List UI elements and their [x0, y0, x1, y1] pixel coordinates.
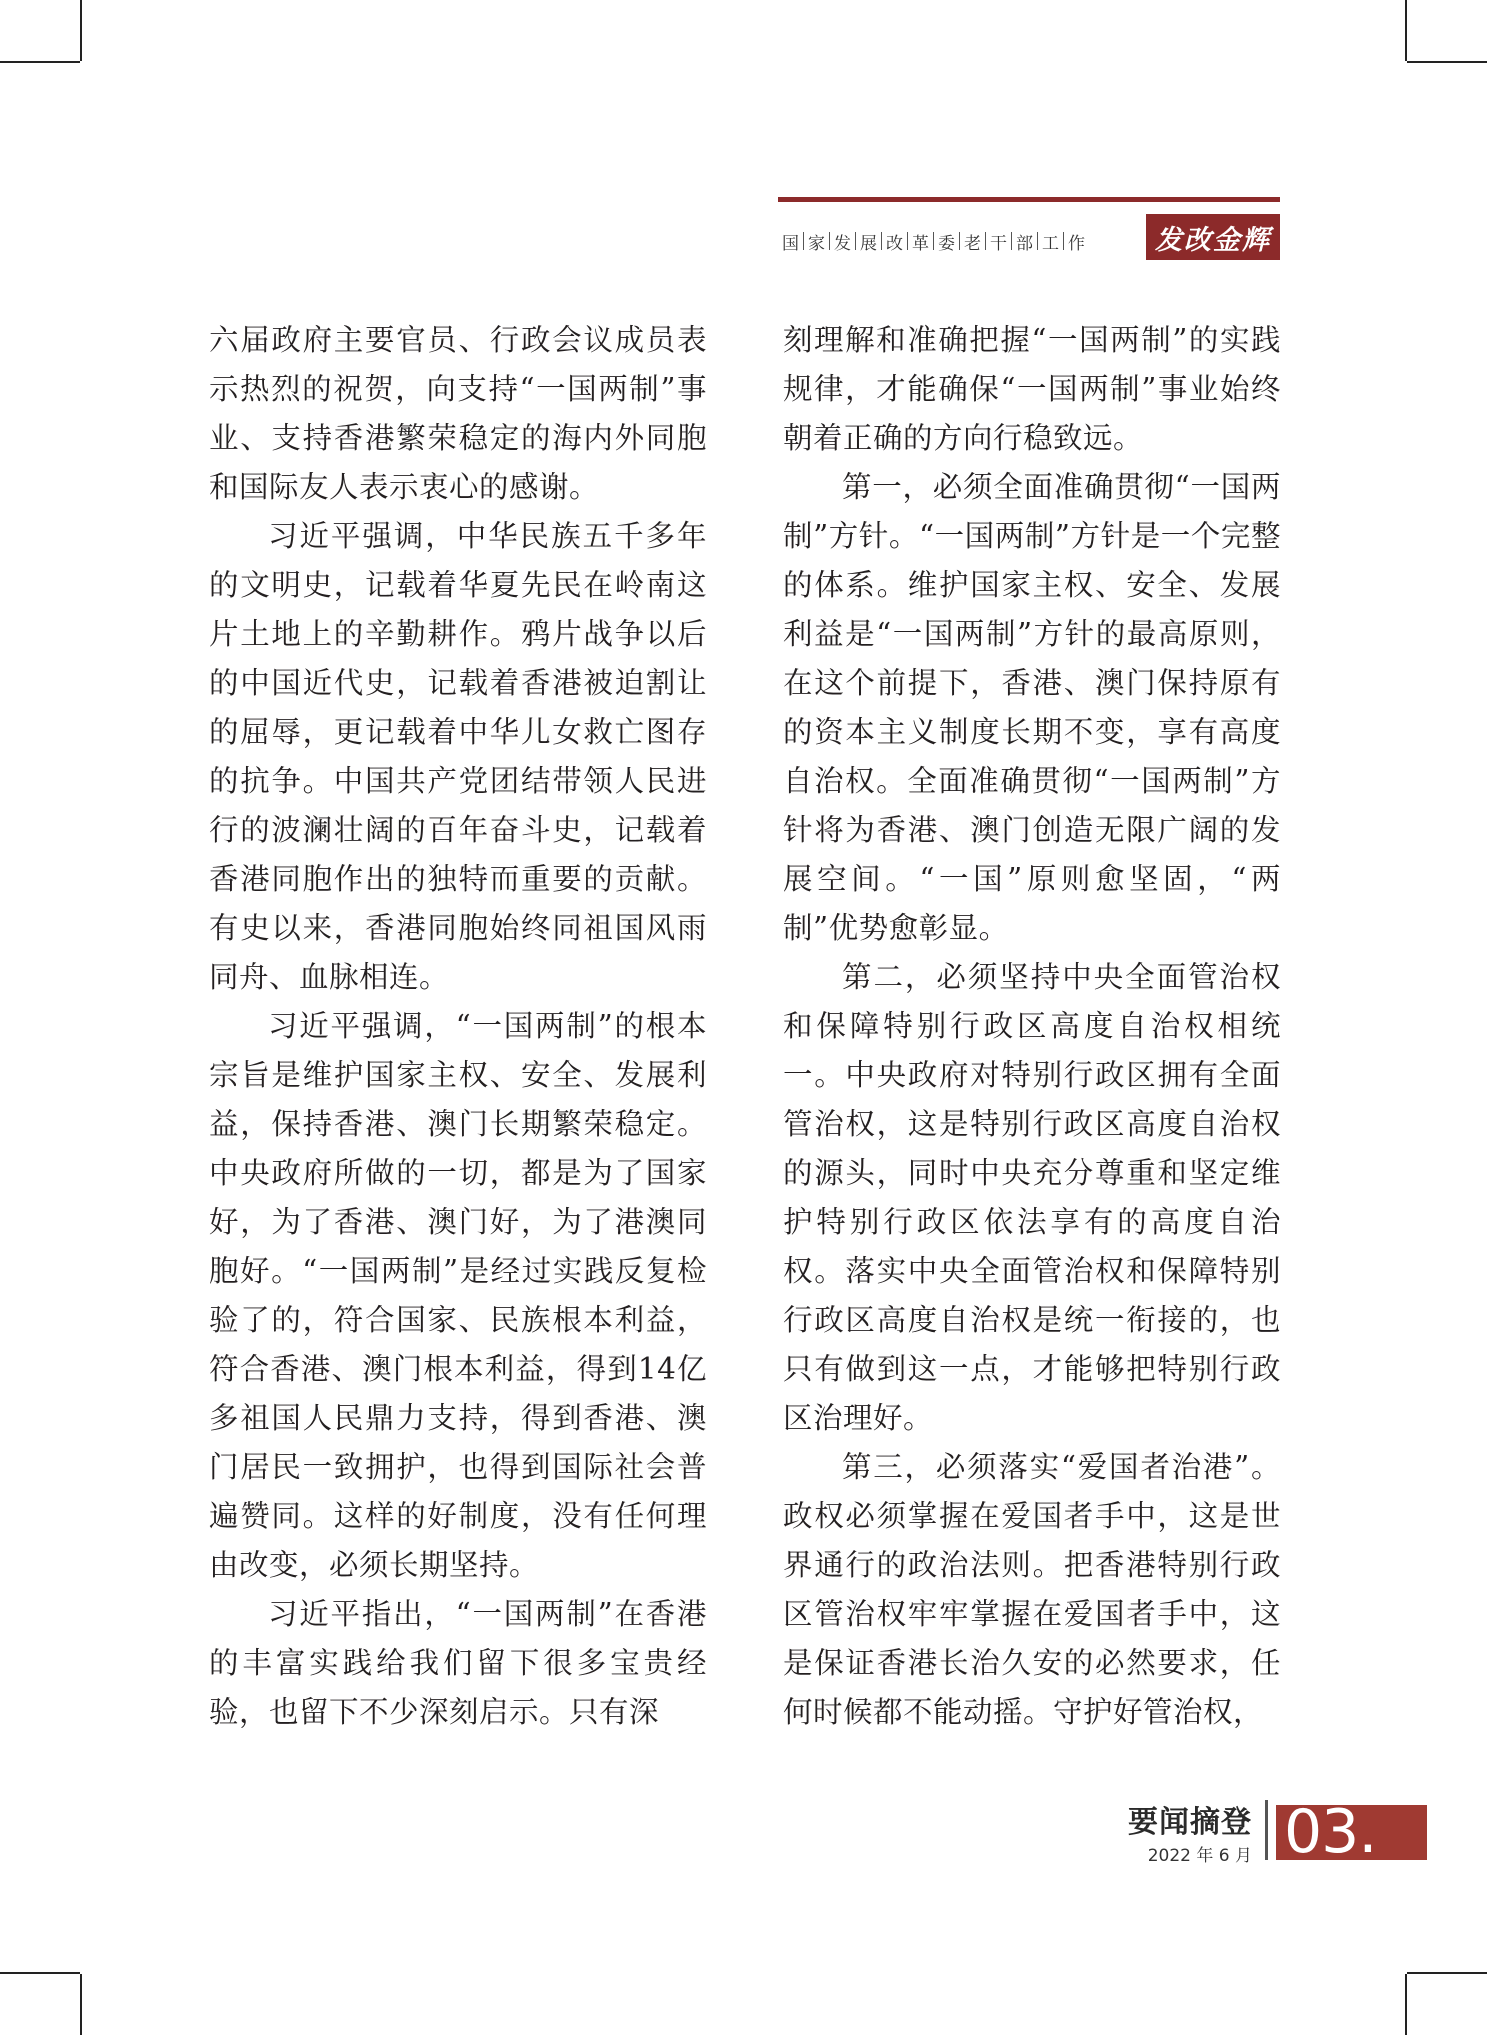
header-char: 委: [938, 233, 955, 254]
crop-mark-br-h: [1407, 1972, 1487, 1974]
paragraph: 习近平强调，中华民族五千多年的文明史，记载着华夏先民在岭南这片土地上的辛勤耕作。鸦片战争以后的中国近代史，记载着香港被迫割让的屈辱，更记载着中华儿女救亡图存的抗争。中国共产党团结带领人民进行的波澜壮阔的百年奋斗史，记载着香港同胞作出的独特而重要的贡献。有史以来，香港同胞始终同祖国风雨同舟、血脉相连。: [209, 519, 707, 994]
crop-mark-br-v: [1405, 1974, 1407, 2035]
header-rule: [778, 197, 1280, 202]
header-char: 革: [912, 233, 929, 254]
crop-mark-bl-v: [80, 1974, 82, 2035]
header-char: 发: [834, 233, 851, 254]
paragraph: 第一，必须全面准确贯彻“一国两制”方针。“一国两制”方针是一个完整的体系。维护国家主权、安全、发展利益是“一国两制”方针的最高原则，在这个前提下，香港、澳门保持原有的资本主义制度长期不变，享有高度自治权。全面准确贯彻“一国两制”方针将为香港、澳门创造无限广阔的发展空间。“一国”原则愈坚固，“两制”优势愈彰显。: [783, 470, 1281, 945]
paragraph: 第三，必须落实“爱国者治港”。政权必须掌握在爱国者手中，这是世界通行的政治法则。把香港特别行政区管治权牢牢掌握在爱国者手中，这是保证香港长治久安的必然要求，任何时候都不能动摇。守护好管治权，: [783, 1450, 1281, 1729]
header-char: 作: [1068, 233, 1085, 254]
right-column: [783, 316, 1281, 1737]
header-char: 工: [1042, 233, 1059, 254]
paragraph: 第二，必须坚持中央全面管治权和保障特别行政区高度自治权相统一。中央政府对特别行政区拥有全面管治权，这是特别行政区高度自治权的源头，同时中央充分尊重和坚定维护特别行政区依法享有的高度自治权。落实中央全面管治权和保障特别行政区高度自治权是统一衔接的，也只有做到这一点，才能够把特别行政区治理好。: [783, 960, 1281, 1435]
header-badge: 发改金辉: [1146, 214, 1280, 260]
header-org-name: [778, 224, 1089, 258]
crop-mark-tl-h: [0, 61, 80, 63]
issue-date: 2022 年 6 月: [1147, 1846, 1252, 1866]
page-number: 03.: [1276, 1805, 1427, 1860]
header-char: 部: [1016, 233, 1033, 254]
header-char: 老: [964, 233, 981, 254]
header-char: 改: [886, 233, 903, 254]
paragraph: 六届政府主要官员、行政会议成员表示热烈的祝贺，向支持“一国两制”事业、支持香港繁荣稳定的海内外同胞和国际友人表示衷心的感谢。: [209, 323, 707, 504]
crop-mark-tr-h: [1407, 61, 1487, 63]
header-char: 干: [990, 233, 1007, 254]
section-title: 要闻摘登: [1128, 1805, 1252, 1840]
crop-mark-tr-v: [1405, 0, 1407, 61]
footer-divider: [1265, 1800, 1268, 1860]
crop-mark-bl-h: [0, 1972, 80, 1974]
left-column: [209, 316, 707, 1737]
paragraph: 习近平强调，“一国两制”的根本宗旨是维护国家主权、安全、发展利益，保持香港、澳门长期繁荣稳定。中央政府所做的一切，都是为了国家好，为了香港、澳门好，为了港澳同胞好。“一国两制”是经过实践反复检验了的，符合国家、民族根本利益，符合香港、澳门根本利益，得到14亿多祖国人民鼎力支持，得到香港、澳门居民一致拥护，也得到国际社会普遍赞同。这样的好制度，没有任何理由改变，必须长期坚持。: [209, 1009, 707, 1582]
crop-mark-tl-v: [80, 0, 82, 61]
header-char: 国: [782, 233, 799, 254]
header-char: 展: [860, 233, 877, 254]
paragraph: 习近平指出，“一国两制”在香港的丰富实践给我们留下很多宝贵经验，也留下不少深刻启示。只有深: [209, 1597, 707, 1729]
header-char: 家: [808, 233, 825, 254]
paragraph: 刻理解和准确把握“一国两制”的实践规律，才能确保“一国两制”事业始终朝着正确的方向行稳致远。: [783, 323, 1281, 455]
